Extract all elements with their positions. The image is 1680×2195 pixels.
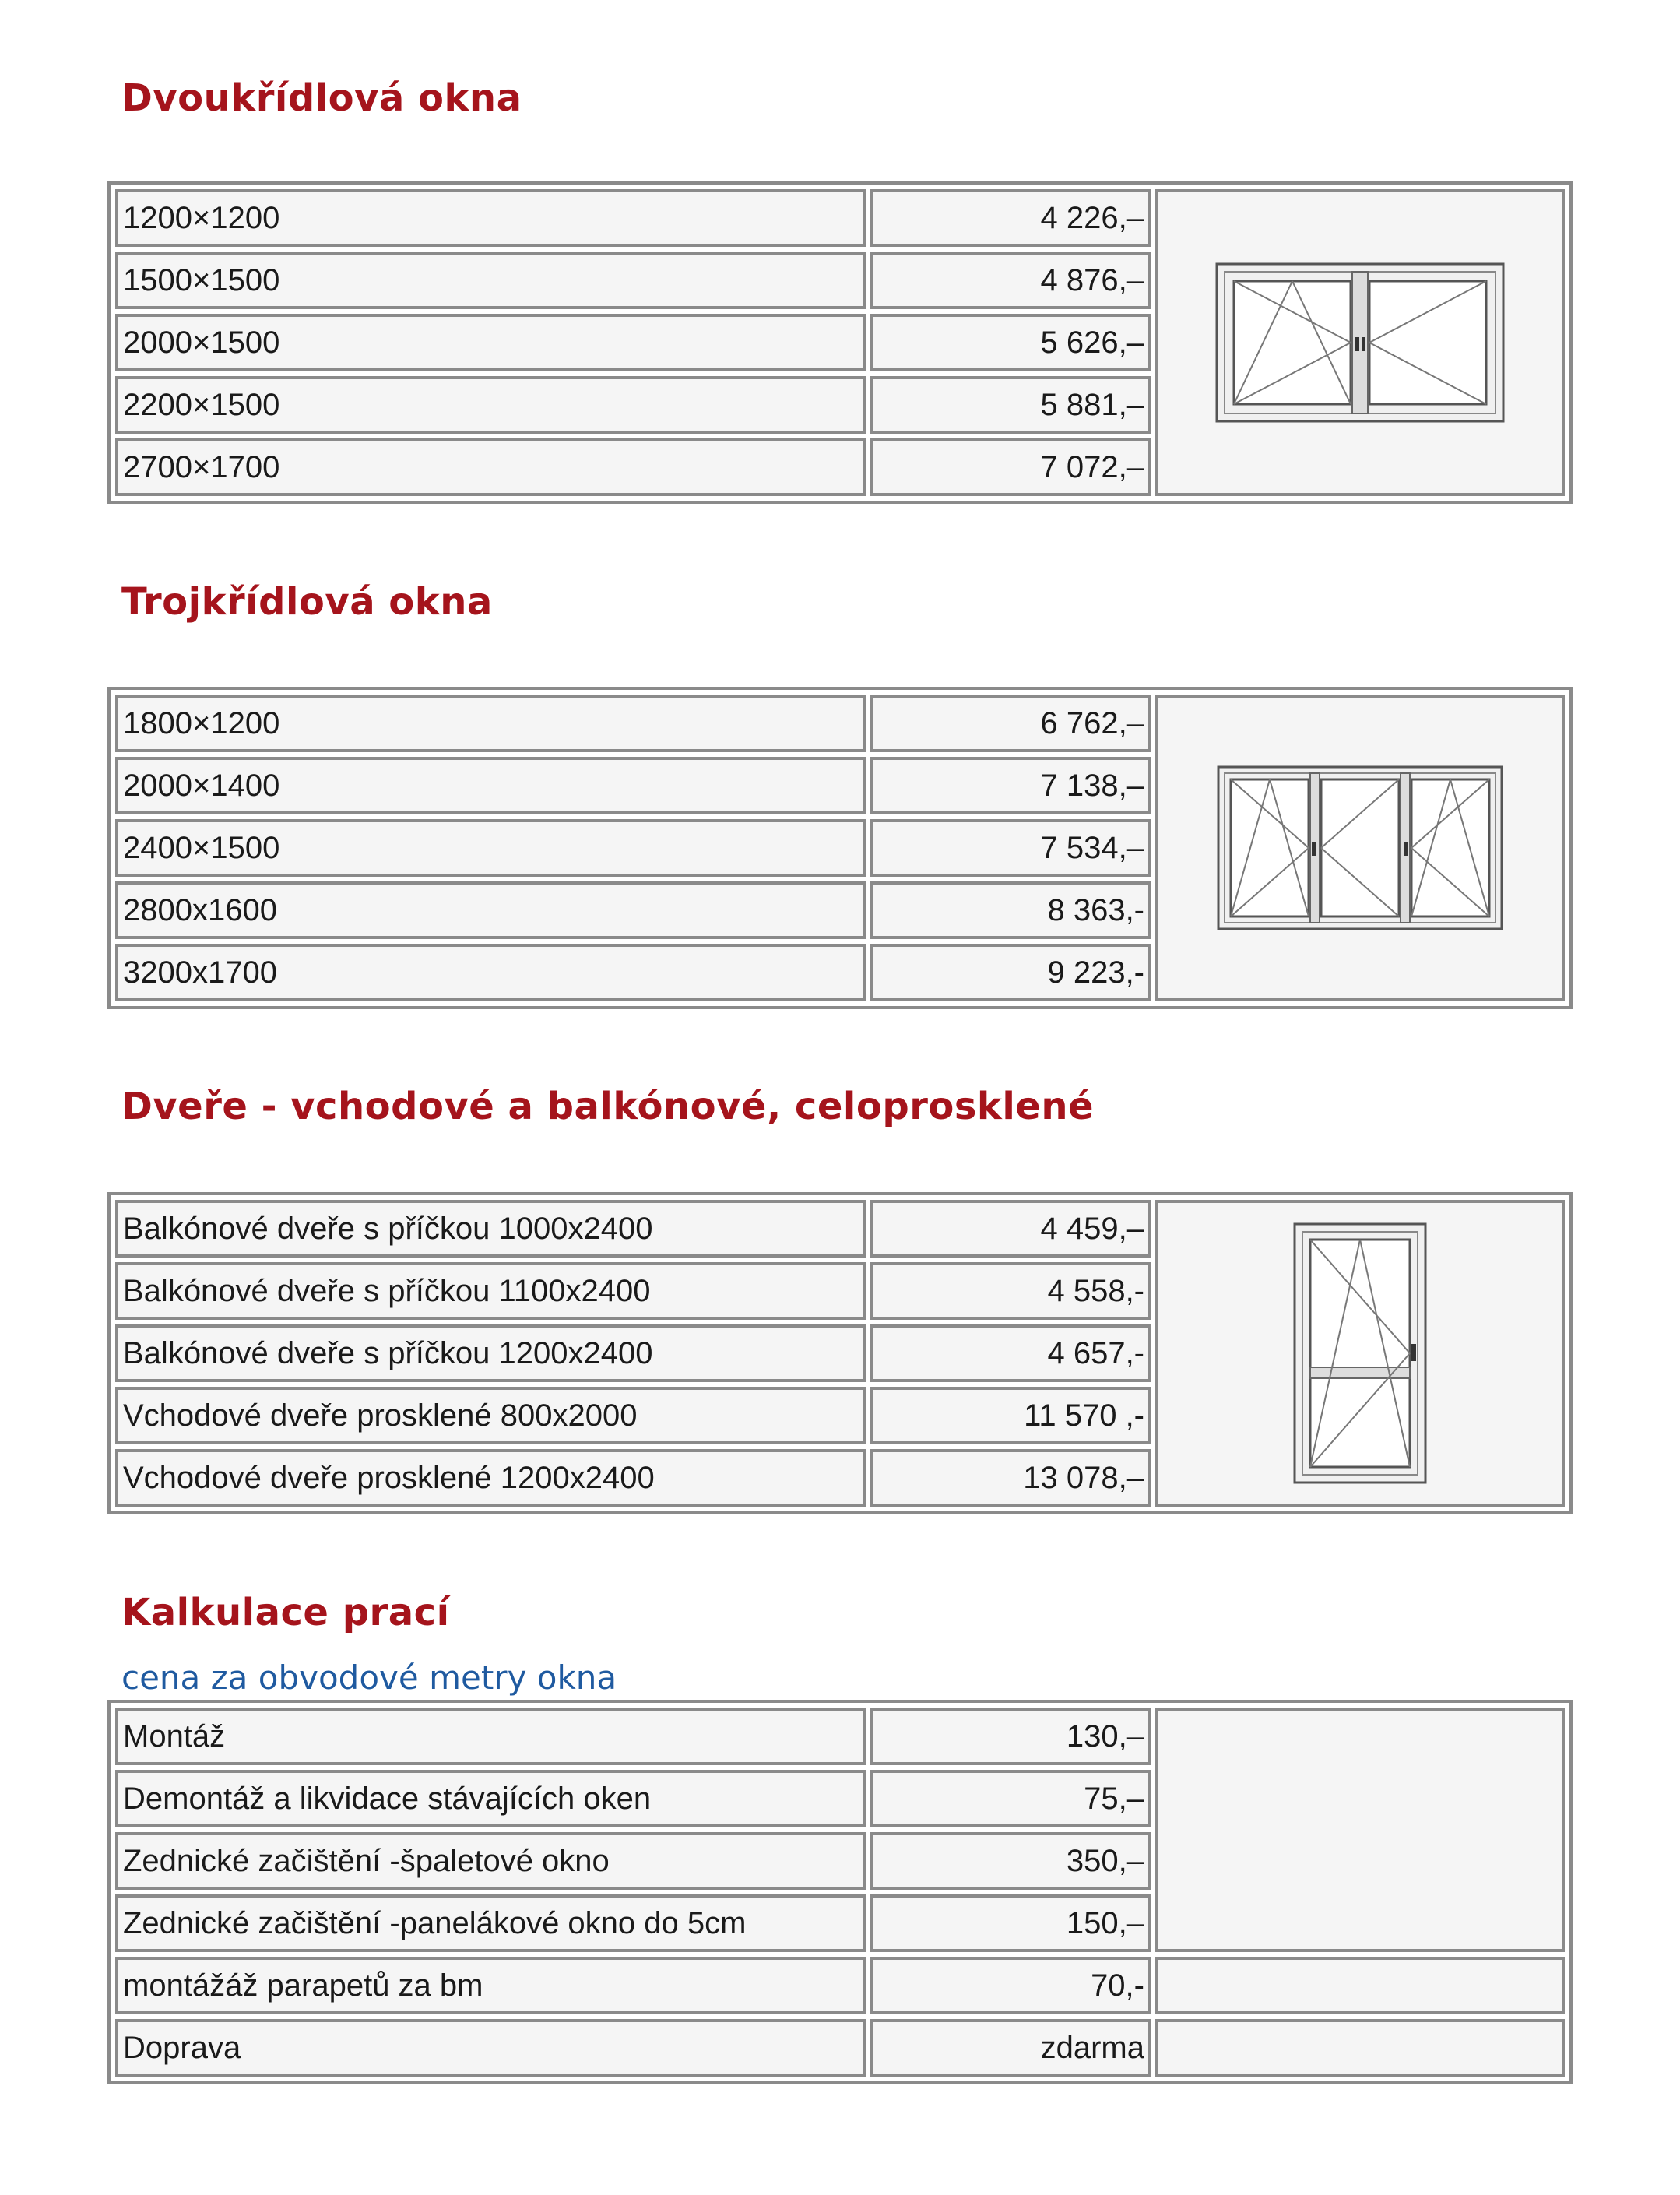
row-label: 2000×1500 — [115, 314, 866, 371]
row-label: Balkónové dveře s příčkou 1200x2400 — [115, 1324, 866, 1382]
row-label: 1500×1500 — [115, 252, 866, 309]
row-label: 3200x1700 — [115, 944, 866, 1001]
row-price: 7 072,– — [870, 438, 1151, 496]
row-price: 130,– — [870, 1708, 1151, 1765]
row-price: 6 762,– — [870, 695, 1151, 752]
price-table-triple-windows — [107, 687, 1573, 1009]
row-label: 2700×1700 — [115, 438, 866, 496]
row-label: 1200×1200 — [115, 189, 866, 247]
section-subtitle-labor: cena za obvodové metry okna — [121, 1659, 617, 1697]
empty-cell — [1155, 2019, 1565, 2077]
table-row — [115, 1200, 1565, 1258]
row-label: Balkónové dveře s příčkou 1100x2400 — [115, 1262, 866, 1320]
row-price: 9 223,- — [870, 944, 1151, 1001]
row-label: 1800×1200 — [115, 695, 866, 752]
section-title-triple-windows: Trojkřídlová okna — [121, 580, 493, 624]
section-title-double-windows: Dvoukřídlová okna — [121, 76, 522, 120]
row-label: Vchodové dveře prosklené 1200x2400 — [115, 1449, 866, 1507]
empty-cell — [1155, 1708, 1565, 1952]
row-price: 4 876,– — [870, 252, 1151, 309]
table-row — [115, 189, 1565, 247]
door-image-cell — [1155, 1200, 1565, 1507]
row-label: Zednické začištění -špaletové okno — [115, 1832, 866, 1890]
double-casement-window-icon — [1215, 262, 1505, 423]
row-price: 150,– — [870, 1894, 1151, 1952]
row-label: 2400×1500 — [115, 819, 866, 877]
row-price: 11 570 ,- — [870, 1387, 1151, 1444]
row-label: Doprava — [115, 2019, 866, 2077]
row-price: 75,– — [870, 1770, 1151, 1827]
triple-casement-window-icon — [1217, 765, 1503, 930]
row-label: Montáž — [115, 1708, 866, 1765]
row-label: Vchodové dveře prosklené 800x2000 — [115, 1387, 866, 1444]
row-label: 2000×1400 — [115, 757, 866, 814]
row-label: Demontáž a likvidace stávajících oken — [115, 1770, 866, 1827]
row-label: 2200×1500 — [115, 376, 866, 434]
row-price: 4 459,– — [870, 1200, 1151, 1258]
row-price: 8 363,- — [870, 881, 1151, 939]
row-price: 4 226,– — [870, 189, 1151, 247]
row-price: 13 078,– — [870, 1449, 1151, 1507]
row-price: 7 138,– — [870, 757, 1151, 814]
price-table-doors — [107, 1192, 1573, 1514]
row-price: 350,– — [870, 1832, 1151, 1890]
price-table-double-windows — [107, 181, 1573, 504]
window-image-cell — [1155, 695, 1565, 1001]
row-price: 5 881,– — [870, 376, 1151, 434]
price-table-labor — [107, 1700, 1573, 2084]
balcony-door-icon — [1293, 1222, 1427, 1484]
section-title-labor: Kalkulace prací — [121, 1591, 450, 1634]
section-title-doors: Dveře - vchodové a balkónové, celoprosklené — [121, 1085, 1095, 1128]
table-row — [115, 1708, 1565, 1765]
row-price: 4 558,- — [870, 1262, 1151, 1320]
row-price: 7 534,– — [870, 819, 1151, 877]
row-price: 70,- — [870, 1957, 1151, 2014]
row-price: zdarma — [870, 2019, 1151, 2077]
row-price: 5 626,– — [870, 314, 1151, 371]
row-price: 4 657,- — [870, 1324, 1151, 1382]
row-label: Balkónové dveře s příčkou 1000x2400 — [115, 1200, 866, 1258]
empty-cell — [1155, 1957, 1565, 2014]
row-label: Zednické začištění -panelákové okno do 5cm — [115, 1894, 866, 1952]
table-row — [115, 1957, 1565, 2014]
window-image-cell — [1155, 189, 1565, 496]
table-row — [115, 695, 1565, 752]
table-row — [115, 2019, 1565, 2077]
row-label: 2800x1600 — [115, 881, 866, 939]
row-label: montážáž parapetů za bm — [115, 1957, 866, 2014]
